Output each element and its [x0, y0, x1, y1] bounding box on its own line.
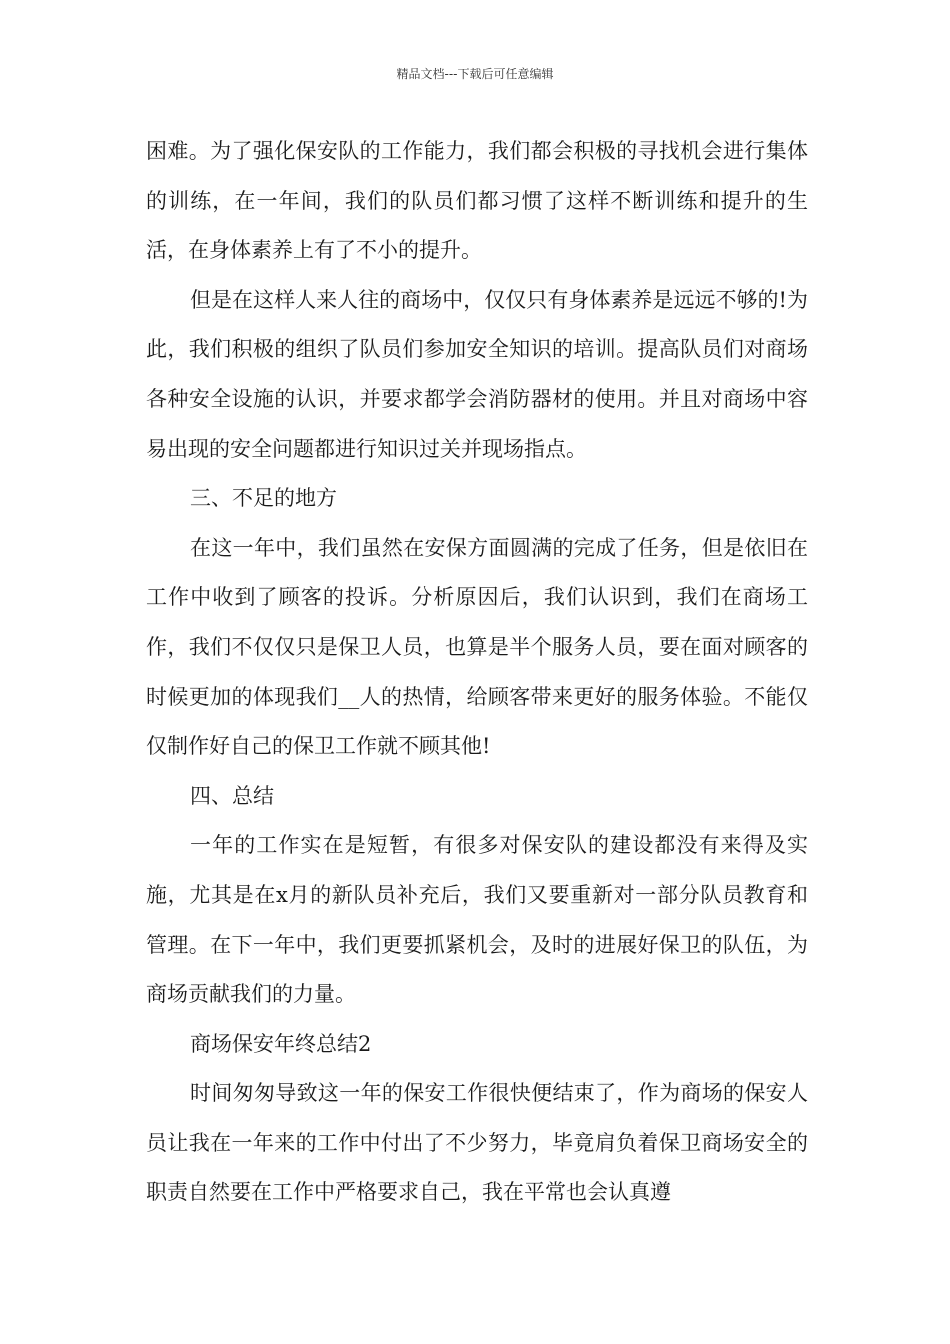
section-heading: 三、不足的地方: [190, 486, 337, 511]
paragraph: 在这一年中，我们虽然在安保方面圆满的完成了任务，但是依旧在工作中收到了顾客的投诉。分析原因后，我们认识到，我们在商场工作，我们不仅仅只是保卫人员，也算是半个服务人员，要在面对顾客的时候更加的体现我们__人的热情，给顾客带来更好的服务体验。不能仅仅制作好自己的保卫工作就不顾其他!: [146, 535, 808, 759]
document-body: [146, 127, 808, 1218]
paragraph: 时间匆匆导致这一年的保安工作很快便结束了，作为商场的保安人员让我在一年来的工作中付出了不少努力，毕竟肩负着保卫商场安全的职责自然要在工作中严格要求自己，我在平常也会认真遵: [146, 1081, 808, 1205]
paragraph: 但是在这样人来人往的商场中，仅仅只有身体素养是远远不够的!为此，我们积极的组织了队员们参加安全知识的培训。提高队员们对商场各种安全设施的认识，并要求都学会消防器材的使用。并且对商场中容易出现的安全问题都进行知识过关并现场指点。: [146, 287, 808, 461]
paragraph: 一年的工作实在是短暂，有很多对保安队的建设都没有来得及实施，尤其是在x月的新队员补充后，我们又要重新对一部分队员教育和管理。在下一年中，我们更要抓紧机会，及时的进展好保卫的队伍，为商场贡献我们的力量。: [146, 833, 808, 1007]
paragraph-continuation: 困难。为了强化保安队的工作能力，我们都会积极的寻找机会进行集体的训练，在一年间，我们的队员们都习惯了这样不断训练和提升的生活，在身体素养上有了不小的提升。: [146, 139, 808, 263]
document-title: 商场保安年终总结2: [190, 1031, 372, 1056]
page-header: 精品文档---下载后可任意编辑: [396, 67, 554, 81]
section-heading: 四、总结: [190, 783, 274, 808]
